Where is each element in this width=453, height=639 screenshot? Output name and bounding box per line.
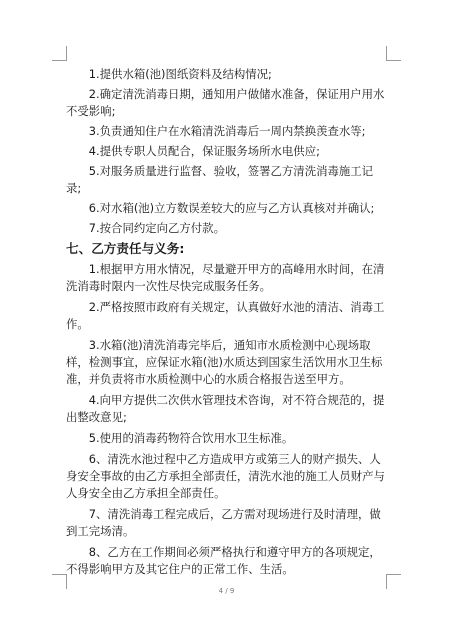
- section-heading-party-b: 七、乙方责任与义务:: [66, 241, 185, 256]
- party-b-item-8: 8、乙方在工作期间必须严格执行和遵守甲方的各项规定，不得影响甲方及其它住户的正常工作、生活。: [66, 545, 381, 576]
- party-b-item-3: 3.水箱(池)清洗消毒完毕后，通知市水质检测中心现场取样，检测事宜，应保证水箱(池)水质达到国家生活饮用水卫生标准，并负责将市水质检测中心的水质合格报告送至甲方。: [66, 338, 383, 386]
- party-a-item-7: 7.按合同约定向乙方付款。: [88, 221, 225, 235]
- party-b-item-4: 4.向甲方提供二次供水管理技术咨询，对不符合规范的，提出整改意见;: [66, 393, 385, 424]
- page-number: 4 / 9: [218, 587, 235, 595]
- party-b-item-6: 6、清洗水池过程中乙方造成甲方或第三人的财产损失、人身安全事故的由乙方承担全部责任，清洗水池的施工人员财产与人身安全由乙方承担全部责任。: [66, 452, 385, 500]
- party-b-item-7: 7、清洗消毒工程完成后，乙方需对现场进行及时清理，做到工完场清。: [66, 507, 381, 538]
- crop-mark-top-right: [386, 46, 401, 61]
- party-b-item-2: 2.严格按照市政府有关规定，认真做好水池的清洁、消毒工作。: [66, 300, 385, 331]
- document-body: [66, 66, 388, 582]
- party-b-item-1: 1.根据甲方用水情况，尽量避开甲方的高峰用水时间，在清洗消毒时限内一次性尽快完成服务任务。: [66, 262, 385, 293]
- party-b-item-5: 5.使用的消毒药物符合饮用水卫生标准。: [88, 431, 294, 445]
- party-a-item-4: 4.提供专职人员配合，保证服务场所水电供应;: [88, 144, 320, 158]
- party-a-item-1: 1.提供水箱(池)图纸资料及结构情况;: [88, 67, 272, 81]
- party-a-item-5: 5.对服务质量进行监督、验收，签署乙方清洗消毒施工记录;: [66, 164, 374, 195]
- party-a-item-2: 2.确定清洗消毒日期，通知用户做储水准备，保证用户用水不受影响;: [66, 87, 385, 118]
- crop-mark-top-left: [52, 46, 67, 61]
- party-a-item-3: 3.负责通知住户在水箱清洗消毒后一周内禁换羡查水等;: [88, 124, 366, 138]
- party-a-item-6: 6.对水箱(池)立方数误差较大的应与乙方认真核对并确认;: [88, 201, 375, 215]
